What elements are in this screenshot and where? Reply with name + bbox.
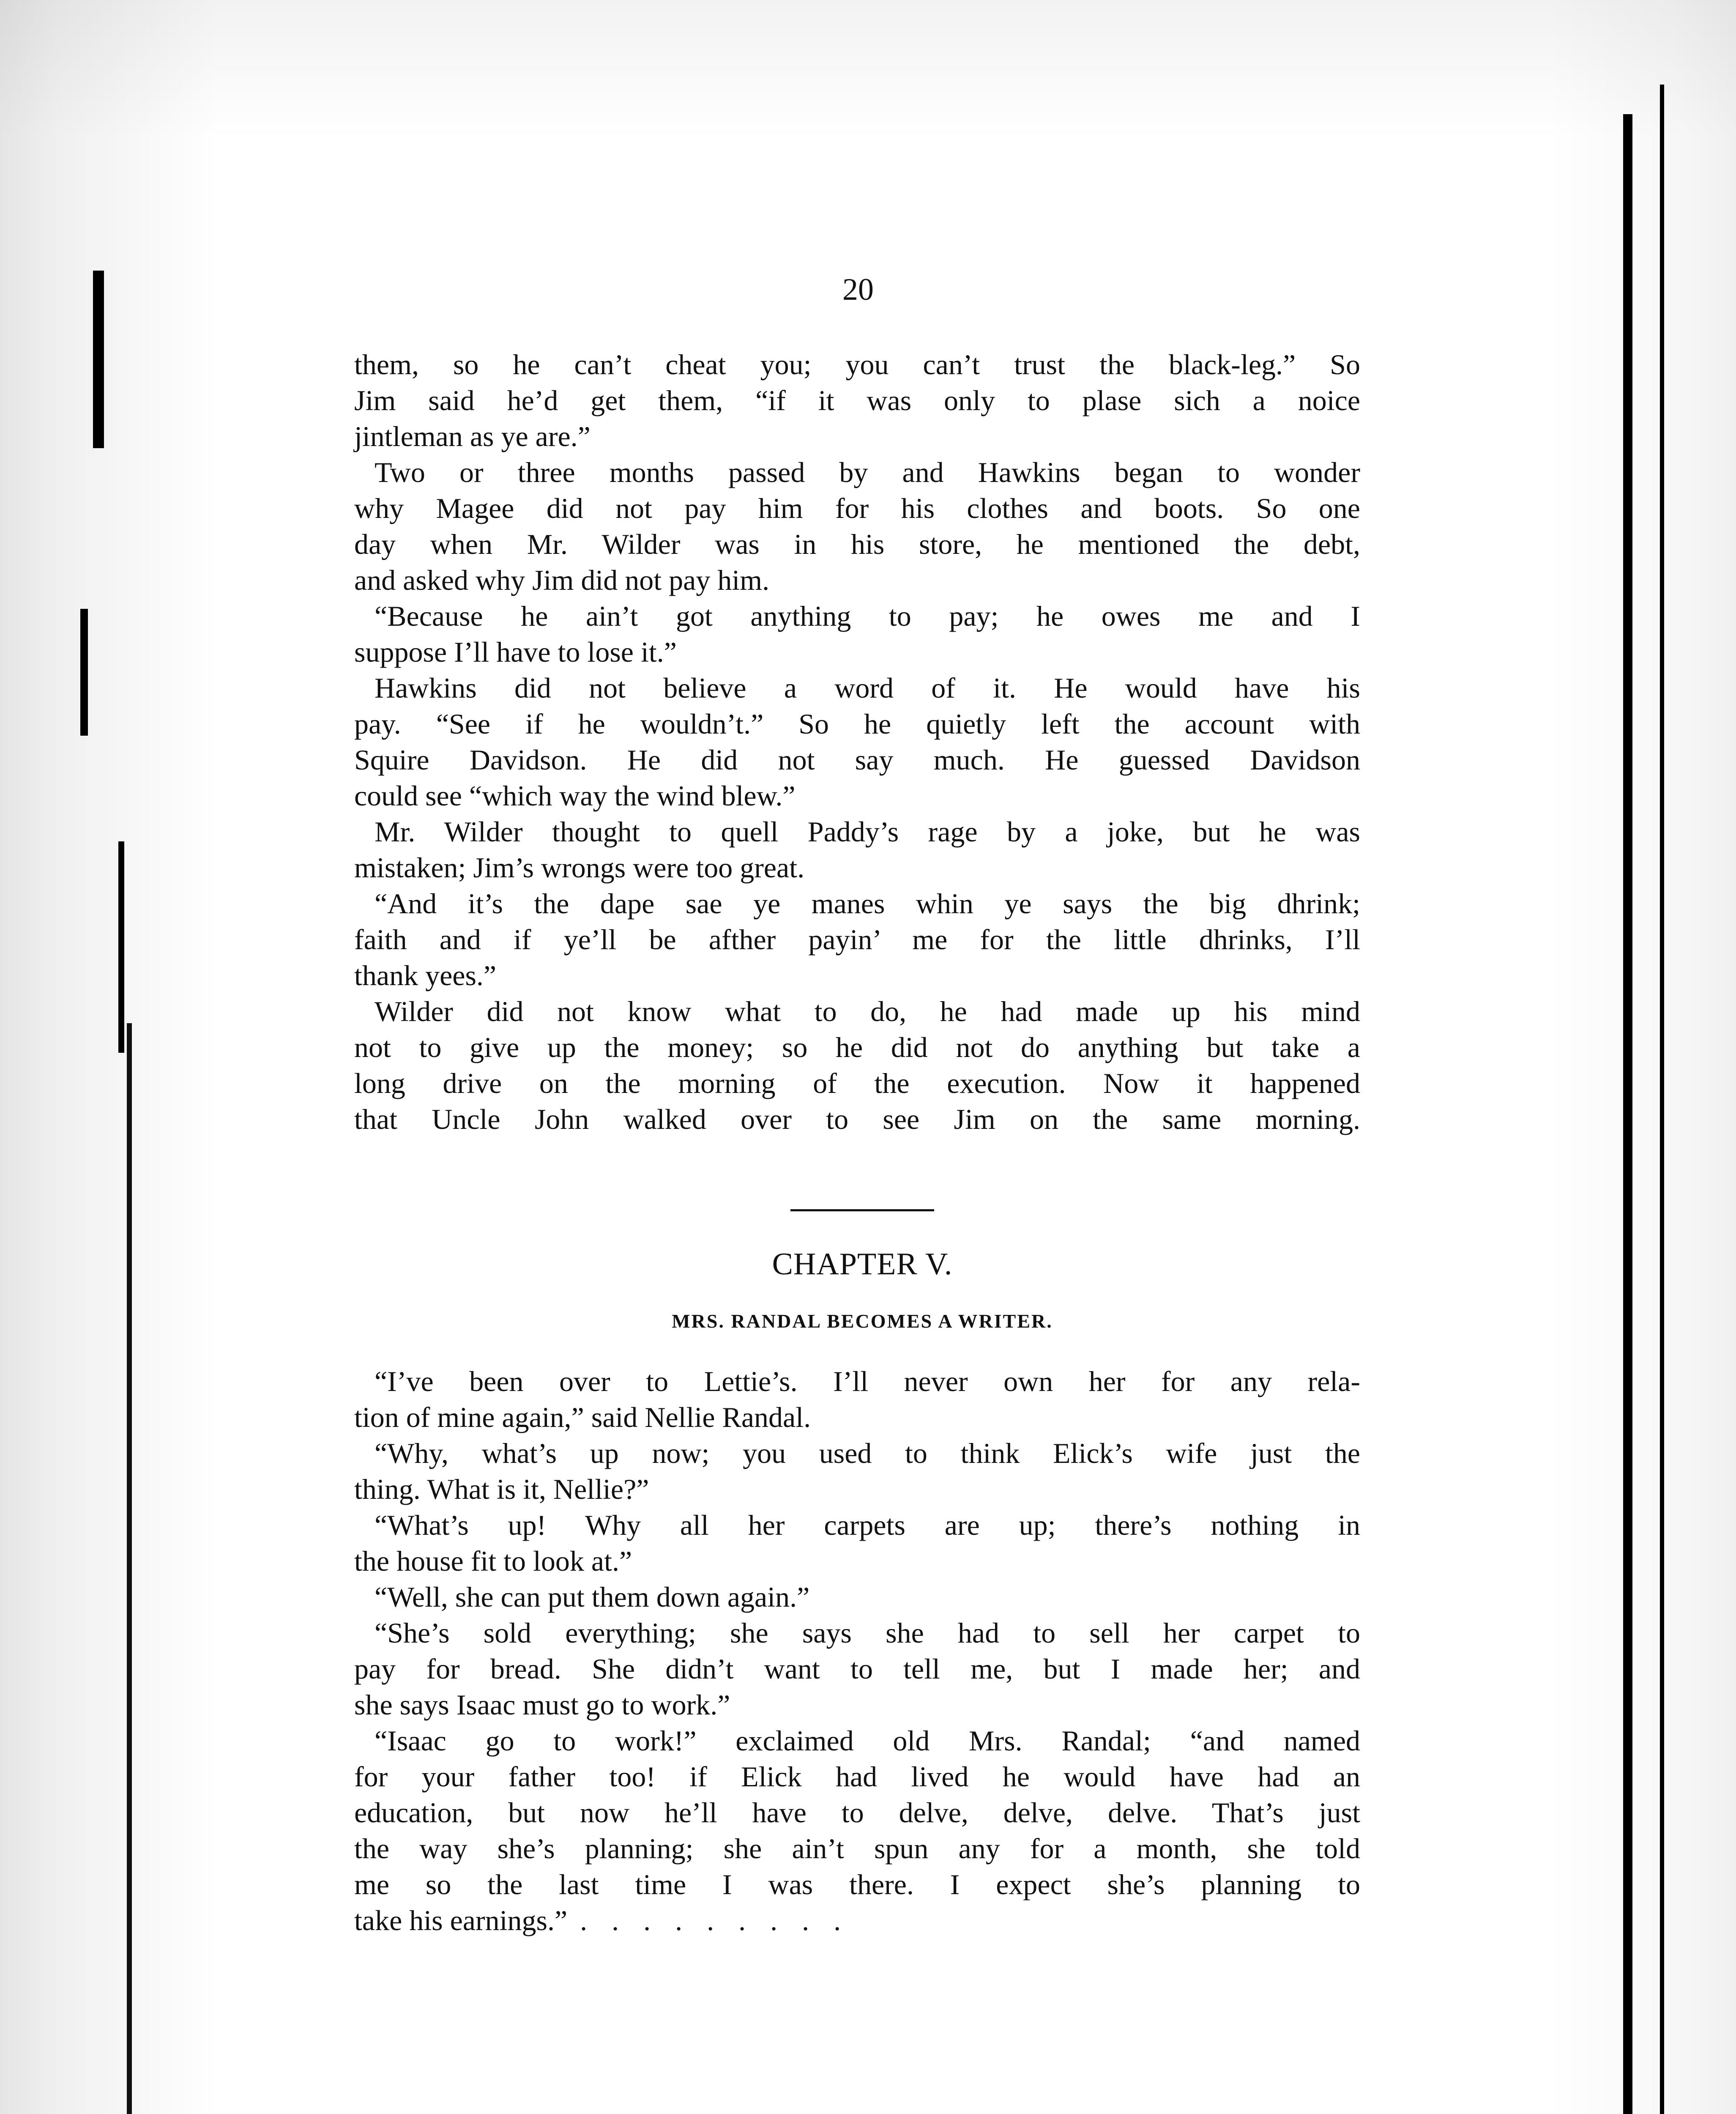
binding-shadow-left-d [127,1023,132,2114]
text-line: and asked why Jim did not pay him. [354,564,770,596]
binding-shadow-left-a [93,271,104,448]
chapter-title: CHAPTER V. [772,1247,953,1282]
text-line: “Well, she can put them down again.” [375,1581,810,1613]
text-line: the house fit to look at.” [354,1545,632,1577]
text-line: Hawkins did not believe a word of it. He would have his [375,672,1360,704]
paragraph [354,347,1360,455]
text-line: not to give up the money; so he did not do anything but take a [354,1031,1360,1063]
chapter-subtitle: MRS. RANDAL BECOMES A WRITER. [672,1310,1053,1332]
paragraph [354,670,1360,814]
paragraph [354,1615,1360,1723]
text-line: mistaken; Jim’s wrongs were too great. [354,852,805,884]
paragraph [354,994,1360,1137]
text-fragment: take his earnings.” [354,1904,568,1936]
text-line: “And it’s the dape sae ye manes whin ye says the big dhrink; [375,887,1360,920]
paragraph [354,1364,1360,1435]
text-line: the way she’s planning; she ain’t spun any for a month, she told [354,1832,1360,1865]
text-line: me so the last time I was there. I expect she’s planning to [354,1868,1360,1900]
text-line: “Why, what’s up now; you used to think Elick’s wife just the [375,1437,1360,1469]
text-line: day when Mr. Wilder was in his store, he mentioned the debt, [354,528,1360,560]
text-line: “Isaac go to work!” exclaimed old Mrs. Randal; “and named [375,1725,1360,1757]
body-text-top [354,347,1360,1137]
section-divider [790,1209,934,1211]
paragraph [354,1507,1360,1579]
paragraph [354,598,1360,670]
ellipsis-dots: ......... [580,1904,866,1936]
scan-right-edge [1546,0,1736,2114]
text-line: why Magee did not pay him for his clothes and boots. So one [354,492,1360,524]
paragraph [354,1435,1360,1507]
binding-shadow-left-c [118,841,124,1053]
text-line: pay for bread. She didn’t want to tell me, but I made her; and [354,1653,1360,1685]
text-line: faith and if ye’ll be afther payin’ me for the little dhrinks, I’ll [354,923,1360,956]
text-line-last [354,1903,1360,1939]
text-line: could see “which way the wind blew.” [354,780,796,812]
text-line: Wilder did not know what to do, he had made up his mind [375,995,1360,1027]
text-line: “She’s sold everything; she says she had to sell her carpet to [375,1617,1360,1649]
text-line: tion of mine again,” said Nellie Randal. [354,1401,811,1433]
paragraph [354,886,1360,994]
paragraph [354,814,1360,886]
text-line: she says Isaac must go to work.” [354,1689,730,1721]
paragraph [354,1723,1360,1939]
scan-left-edge [0,0,220,2114]
text-line: “Because he ain’t got anything to pay; he owes me and I [375,600,1360,632]
page-number: 20 [842,272,874,307]
paragraph [354,455,1360,598]
text-line: thing. What is it, Nellie?” [354,1473,649,1505]
text-line: long drive on the morning of the execution. Now it happened [354,1067,1360,1099]
text-line: suppose I’ll have to lose it.” [354,636,677,668]
text-line: them, so he can’t cheat you; you can’t trust the black-leg.” So [354,348,1360,381]
text-line: Mr. Wilder thought to quell Paddy’s rage by a joke, but he was [375,816,1360,848]
text-line: Squire Davidson. He did not say much. He guessed Davidson [354,744,1360,776]
binding-shadow-right-outer [1660,85,1664,2114]
text-line: pay. “See if he wouldn’t.” So he quietly left the account with [354,708,1360,740]
text-line: that Uncle John walked over to see Jim on the same morning. [354,1103,1360,1135]
text-line: “What’s up! Why all her carpets are up; there’s nothing in [375,1509,1360,1541]
text-line: Jim said he’d get them, “if it was only to plase sich a noice [354,384,1360,416]
scan-top-edge [0,0,1736,140]
text-line: thank yees.” [354,959,497,991]
text-line: jintleman as ye are.” [354,420,591,452]
text-line: Two or three months passed by and Hawkins began to wonder [375,456,1360,488]
text-line: for your father too! if Elick had lived he would have had an [354,1761,1360,1793]
body-text-bottom [354,1364,1360,1939]
text-line: education, but now he’ll have to delve, delve, delve. That’s just [354,1796,1360,1829]
paragraph [354,1579,1360,1615]
binding-shadow-right [1623,114,1632,2114]
binding-shadow-left-b [80,609,88,736]
text-line: “I’ve been over to Lettie’s. I’ll never own her for any rela- [375,1365,1360,1397]
